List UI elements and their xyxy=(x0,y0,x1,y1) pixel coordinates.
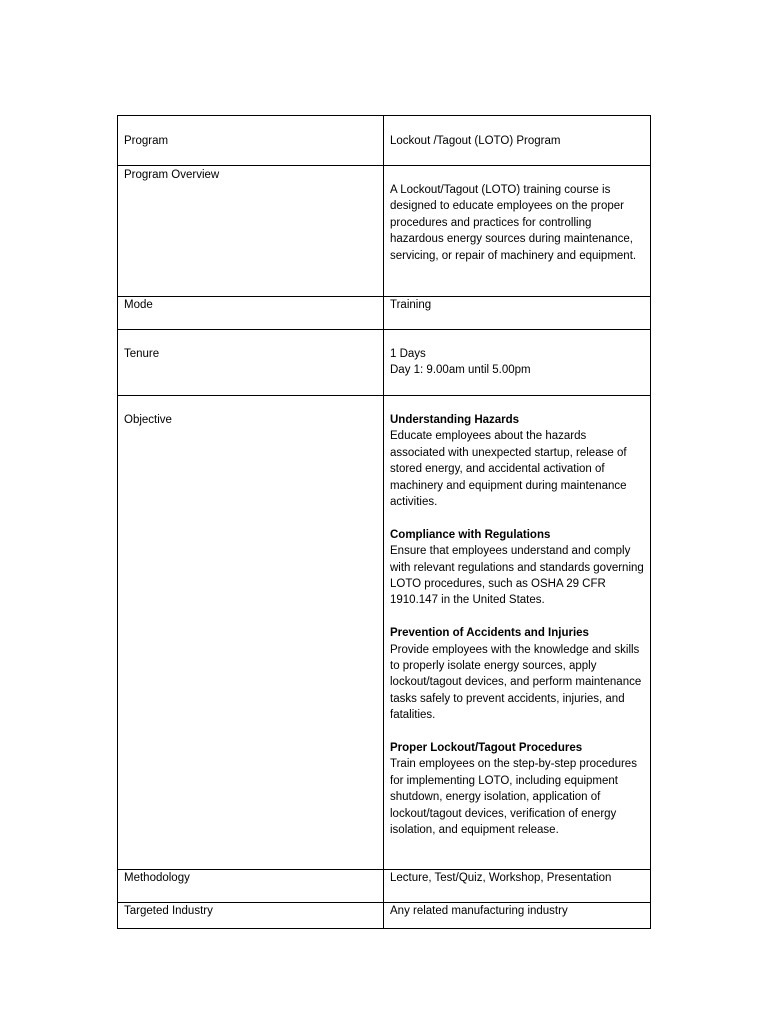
table-row-overview xyxy=(118,166,651,297)
industry-label: Targeted Industry xyxy=(118,903,384,929)
table-row-industry xyxy=(118,903,651,929)
objective-label: Objective xyxy=(118,396,384,870)
table-row-tenure xyxy=(118,330,651,396)
table-row-program xyxy=(118,116,651,166)
table-row-objective xyxy=(118,396,651,870)
objective-heading: Prevention of Accidents and Injuries xyxy=(390,627,589,640)
objective-text: Ensure that employees understand and comply with relevant regulations and standards governing LOTO procedures, such as OSHA 29 CFR 1910.147 in the United States. xyxy=(390,545,644,607)
program-table xyxy=(117,115,651,929)
objective-text: Educate employees about the hazards associated with unexpected startup, release of stored energy, and accidental activation of machinery and equipment during maintenance activities. xyxy=(390,430,627,509)
methodology-value: Lecture, Test/Quiz, Workshop, Presentation xyxy=(384,870,651,903)
industry-value: Any related manufacturing industry xyxy=(384,903,651,929)
table-row-mode xyxy=(118,297,651,330)
mode-label: Mode xyxy=(118,297,384,330)
program-value: Lockout /Tagout (LOTO) Program xyxy=(384,116,651,166)
objective-text: Provide employees with the knowledge and skills to properly isolate energy sources, apply lockout/tagout devices, and perform maintenance tasks safely to prevent accidents, injuries, and fatalities. xyxy=(390,643,642,722)
tenure-schedule: Day 1: 9.00am until 5.00pm xyxy=(390,364,531,377)
tenure-value xyxy=(384,330,651,396)
table-row-methodology xyxy=(118,870,651,903)
objective-value xyxy=(384,396,651,870)
objective-heading: Understanding Hazards xyxy=(390,414,520,426)
overview-value: A Lockout/Tagout (LOTO) training course is designed to educate employees on the proper procedures and practices for controlling hazardous energy sources during maintenance, servicing, or repair of machinery and equipment. xyxy=(384,166,651,297)
objective-heading: Compliance with Regulations xyxy=(390,528,551,541)
mode-value: Training xyxy=(384,297,651,330)
methodology-label: Methodology xyxy=(118,870,384,903)
tenure-days: 1 Days xyxy=(390,348,426,360)
program-label: Program xyxy=(118,116,384,166)
objective-heading: Proper Lockout/Tagout Procedures xyxy=(390,742,583,755)
objective-text: Train employees on the step-by-step procedures for implementing LOTO, including equipment shutdown, energy isolation, application of lockout/tagout devices, verification of energy isolation, and equipment release. xyxy=(390,758,637,837)
tenure-label: Tenure xyxy=(118,330,384,396)
overview-label: Program Overview xyxy=(118,166,384,297)
